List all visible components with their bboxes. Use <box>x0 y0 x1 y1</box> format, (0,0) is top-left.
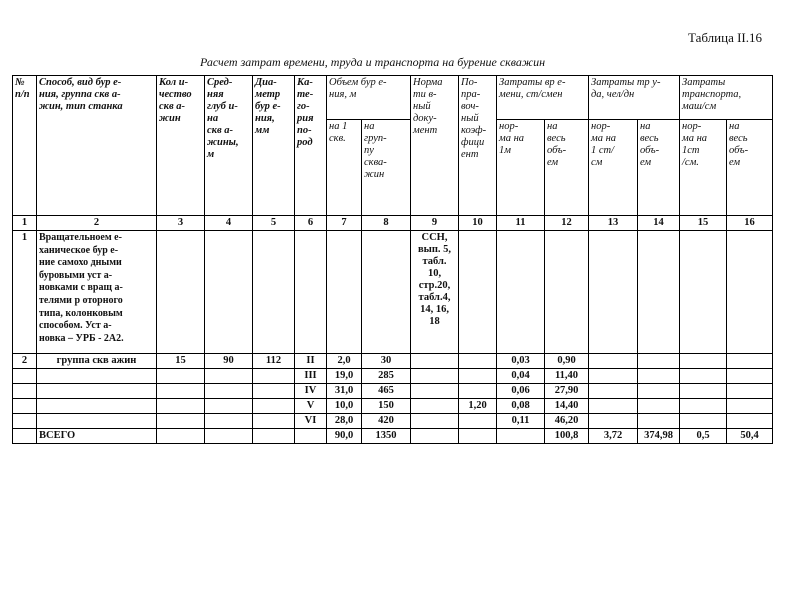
time-total: 14,40 <box>545 399 589 414</box>
header-rock-category: Ка- те- го- рия по- род <box>295 76 327 216</box>
header-wells-count: Кол и- чество скв а- жин <box>157 76 205 216</box>
time-norm: 0,04 <box>497 369 545 384</box>
time-total: 46,20 <box>545 414 589 429</box>
volume-per-group: 285 <box>362 369 411 384</box>
diameter: 112 <box>253 354 295 369</box>
col-number: 1 <box>13 216 37 231</box>
header-row-number: № п/п <box>13 76 37 216</box>
col-number: 2 <box>37 216 157 231</box>
norm-document-ref: ССН, вып. 5, табл. 10, стр.20, табл.4, 14, 16, 18 <box>411 231 459 354</box>
total-volume-per-group: 1350 <box>362 429 411 444</box>
calculation-table <box>12 75 773 444</box>
header-transport-norm: нор- ма на 1ст /см. <box>680 120 727 216</box>
col-number: 5 <box>253 216 295 231</box>
header-drilling-volume: Объем бур е- ния, м <box>327 76 411 120</box>
total-time: 100,8 <box>545 429 589 444</box>
table-number-label: Таблица II.16 <box>688 30 763 45</box>
labor-total: 374,98 <box>638 429 680 444</box>
col-number: 8 <box>362 216 411 231</box>
total-label: ВСЕГО <box>37 429 157 444</box>
col-number: 13 <box>589 216 638 231</box>
header-transport-total: на весь объ- ем <box>727 120 773 216</box>
header-row-top <box>13 76 773 120</box>
col-number: 16 <box>727 216 773 231</box>
row-number: 2 <box>13 354 37 369</box>
rock-category: V <box>295 399 327 414</box>
col-number: 14 <box>638 216 680 231</box>
volume-per-group: 30 <box>362 354 411 369</box>
table-row <box>13 399 773 414</box>
time-total: 0,90 <box>545 354 589 369</box>
well-group-label: группа скв ажин <box>37 354 157 369</box>
table-row-method <box>13 231 773 354</box>
time-total: 27,90 <box>545 384 589 399</box>
avg-depth: 90 <box>205 354 253 369</box>
header-transport-costs: Затраты транспорта, маш/см <box>680 76 773 120</box>
time-norm: 0,11 <box>497 414 545 429</box>
col-number: 3 <box>157 216 205 231</box>
header-labor-norm: нор- ма на 1 ст/ см <box>589 120 638 216</box>
table-title: Расчет затрат времени, труда и транспорта на бурение скважин <box>200 55 546 69</box>
transport-norm: 0,5 <box>680 429 727 444</box>
col-number: 6 <box>295 216 327 231</box>
volume-per-well: 28,0 <box>327 414 362 429</box>
volume-per-well: 10,0 <box>327 399 362 414</box>
volume-per-group: 150 <box>362 399 411 414</box>
total-row <box>13 429 773 444</box>
correction-coef: 1,20 <box>459 399 497 414</box>
time-norm: 0,08 <box>497 399 545 414</box>
col-number: 11 <box>497 216 545 231</box>
transport-total: 50,4 <box>727 429 773 444</box>
table-row <box>13 369 773 384</box>
header-volume-per-group: на груп- пу сква- жин <box>362 120 411 216</box>
table-row <box>13 414 773 429</box>
col-number: 9 <box>411 216 459 231</box>
header-avg-depth: Сред- няя глуб и- на скв а- жины, м <box>205 76 253 216</box>
time-total: 11,40 <box>545 369 589 384</box>
header-volume-per-well: на 1 скв. <box>327 120 362 216</box>
col-number: 4 <box>205 216 253 231</box>
time-norm: 0,06 <box>497 384 545 399</box>
volume-per-group: 420 <box>362 414 411 429</box>
total-volume-per-well: 90,0 <box>327 429 362 444</box>
time-norm: 0,03 <box>497 354 545 369</box>
header-labor-total: на весь объ- ем <box>638 120 680 216</box>
labor-norm: 3,72 <box>589 429 638 444</box>
wells-count: 15 <box>157 354 205 369</box>
header-norm-document: Норма ти в- ный доку- мент <box>411 76 459 216</box>
column-numbers-row <box>13 216 773 231</box>
table-row <box>13 354 773 369</box>
header-time-norm: нор- ма на 1м <box>497 120 545 216</box>
rock-category: IV <box>295 384 327 399</box>
header-labor-costs: Затраты тр у- да, чел/дн <box>589 76 680 120</box>
volume-per-well: 2,0 <box>327 354 362 369</box>
volume-per-well: 19,0 <box>327 369 362 384</box>
col-number: 10 <box>459 216 497 231</box>
col-number: 12 <box>545 216 589 231</box>
header-diameter: Диа- метр бур е- ния, мм <box>253 76 295 216</box>
drilling-method-text: Вращательноем е- ханическое бур е- ние самохо дными буровыми уст а- новками с вращ а- телями р оторного типа, колонковым способом. Уст а- новка – УРБ - 2А2. <box>37 231 157 354</box>
header-correction-coef: По- пра- воч- ный коэф- фици ент <box>459 76 497 216</box>
volume-per-well: 31,0 <box>327 384 362 399</box>
header-method: Способ, вид бур е- ния, группа скв а- жин, тип станка <box>37 76 157 216</box>
col-number: 7 <box>327 216 362 231</box>
header-time-costs: Затраты вр е- мени, ст/смен <box>497 76 589 120</box>
rock-category: II <box>295 354 327 369</box>
volume-per-group: 465 <box>362 384 411 399</box>
rock-category: VI <box>295 414 327 429</box>
col-number: 15 <box>680 216 727 231</box>
table-row <box>13 384 773 399</box>
row-number: 1 <box>13 231 37 354</box>
rock-category: III <box>295 369 327 384</box>
header-time-total: на весь объ- ем <box>545 120 589 216</box>
